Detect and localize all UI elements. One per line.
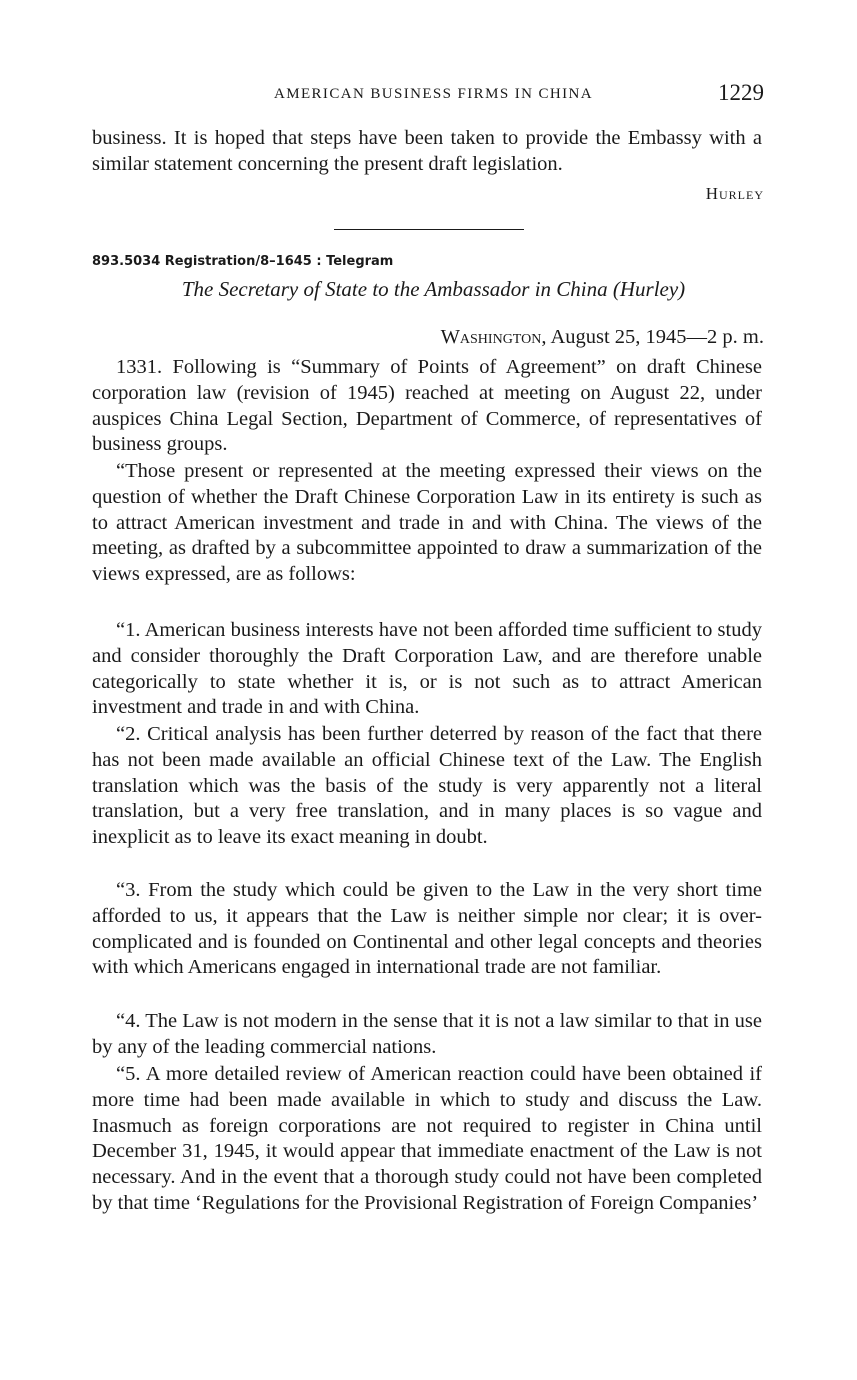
document-title: The Secretary of State to the Ambassador in China (Hurley) xyxy=(181,277,686,301)
dateline-place: Washington xyxy=(440,326,542,348)
body-paragraph: “3. From the study which could be given to the Law in the very short time afforded to us, it appears that the Law is neither simple nor clear; it is over-complicated and is founded on Continental and other legal concepts and theories with which Americans engaged in international trade are not familiar. xyxy=(92,879,762,979)
section-divider xyxy=(334,229,524,230)
running-header-title: AMERICAN BUSINESS FIRMS IN CHINA xyxy=(273,86,593,102)
body-paragraph: “5. A more detailed review of American reaction could have been obtained if more time had been made available in which to study and discuss the Law. Inasmuch as foreign corporations are not required to register in China until December 31, 1945, it would appear that immediate enactment of the Law is not necessary. And in the event that a thorough study could not have been completed by that time ‘Regulations for the Provisional Registration of Foreign Companies’ xyxy=(92,1063,762,1214)
body-paragraph: “4. The Law is not modern in the sense that it is not a law similar to that in use by any of the leading commercial nations. xyxy=(92,1010,762,1058)
previous-document-closing-paragraph: business. It is hoped that steps have been taken to provide the Embassy with a similar statement concerning the present draft legislation. xyxy=(92,127,762,175)
body-paragraph: “2. Critical analysis has been further deterred by reason of the fact that there has not been made available an official Chinese text of the Law. The English translation which was the basis of the study is very apparently not a literal translation, but a very free translation, and in many places is so vague and inexplicit as to leave its exact meaning in doubt. xyxy=(92,723,762,849)
signature: Hurley xyxy=(705,184,764,203)
dateline-date: , August 25, 1945—2 p. m. xyxy=(541,326,764,348)
body-paragraph: “Those present or represented at the meeting expressed their views on the question of whether the Draft Chinese Corporation Law in its entirety is such as to attract American investment and trade in and with China. The views of the meeting, as drafted by a subcommittee appointed to draw a summarization of the views expressed, are as follows: xyxy=(92,460,762,586)
body-paragraph: “1. American business interests have not been afforded time sufficient to study and consider thoroughly the Draft Corporation Law, and are therefore unable categorically to state whether it is, or is not such as to attract American investment and trade in and with China. xyxy=(92,619,762,719)
file-reference: 893.5034 Registration/8–1645 : Telegram xyxy=(92,254,394,269)
page-number: 1229 xyxy=(718,80,764,105)
body-paragraph: 1331. Following is “Summary of Points of Agreement” on draft Chinese corporation law (revision of 1945) reached at meeting on August 22, under auspices China Legal Section, Department of Commerce, of representatives of business groups. xyxy=(92,356,762,456)
dateline xyxy=(441,326,764,349)
